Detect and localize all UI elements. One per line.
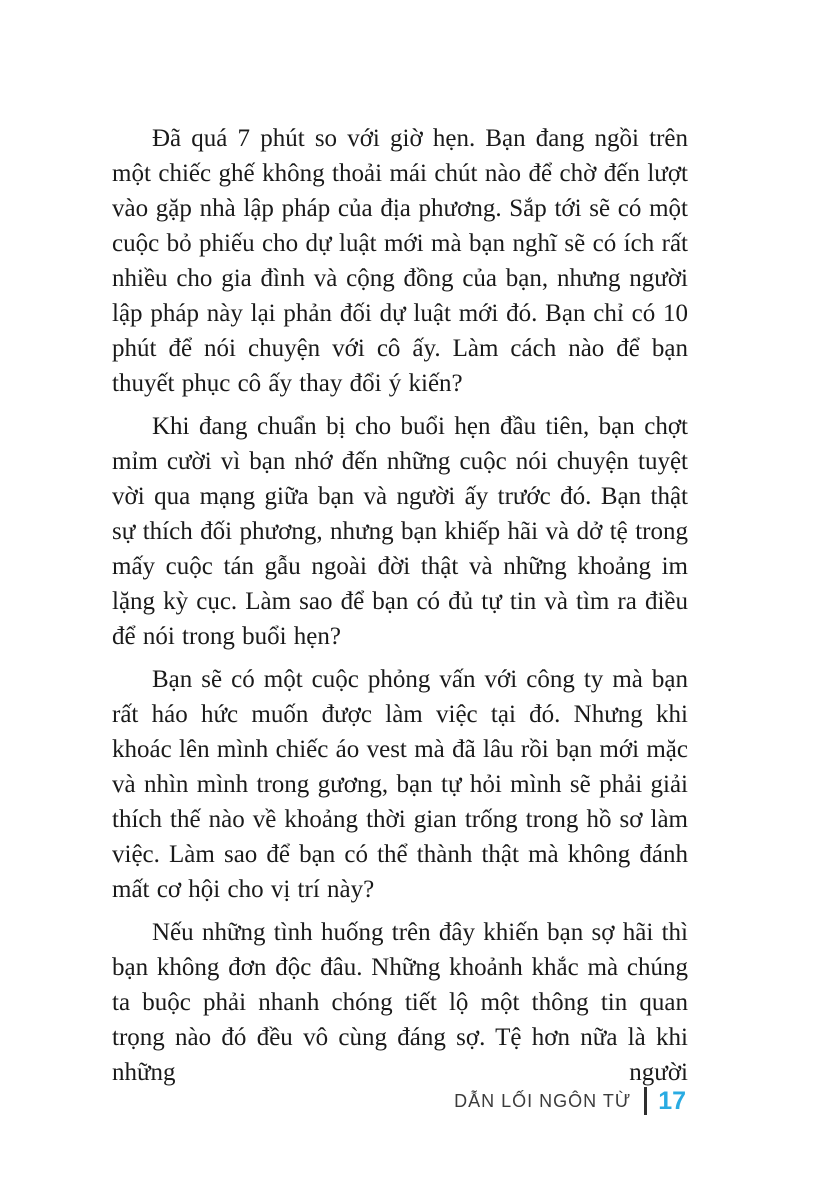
- footer-divider-bar: [644, 1087, 647, 1115]
- body-text-block: [112, 121, 688, 1098]
- page-number: 17: [658, 1086, 686, 1115]
- paragraph-1: Đã quá 7 phút so với giờ hẹn. Bạn đang ngồi trên một chiếc ghế không thoải mái chút nào để chờ đến lượt vào gặp nhà lập pháp của địa phương. Sắp tới sẽ có một cuộc bỏ phiếu cho dự luật mới mà bạn nghĩ sẽ có ích rất nhiều cho gia đình và cộng đồng của bạn, nhưng người lập pháp này lại phản đối dự luật mới đó. Bạn chỉ có 10 phút để nói chuyện với cô ấy. Làm cách nào để bạn thuyết phục cô ấy thay đổi ý kiến?: [112, 125, 688, 397]
- page-footer: [454, 1086, 686, 1116]
- running-footer-book-title: DẪN LỐI NGÔN TỪ: [454, 1090, 632, 1111]
- paragraph-2: Khi đang chuẩn bị cho buổi hẹn đầu tiên, bạn chợt mỉm cười vì bạn nhớ đến những cuộc nói chuyện tuyệt vời qua mạng giữa bạn và người ấy trước đó. Bạn thật sự thích đối phương, nhưng bạn khiếp hãi và dở tệ trong mấy cuộc tán gẫu ngoài đời thật và những khoảng im lặng kỳ cục. Làm sao để bạn có đủ tự tin và tìm ra điều để nói trong buổi hẹn?: [112, 413, 688, 650]
- paragraph-4: Nếu những tình huống trên đây khiến bạn sợ hãi thì bạn không đơn độc đâu. Những khoảnh khắc mà chúng ta buộc phải nhanh chóng tiết lộ một thông tin quan trọng nào đó đều vô cùng đáng sợ. Tệ hơn nữa là khi những người: [112, 919, 688, 1086]
- paragraph-3: Bạn sẽ có một cuộc phỏng vấn với công ty mà bạn rất háo hức muốn được làm việc tại đó. Nhưng khi khoác lên mình chiếc áo vest mà đã lâu rồi bạn mới mặc và nhìn mình trong gương, bạn tự hỏi mình sẽ phải giải thích thế nào về khoảng thời gian trống trong hồ sơ làm việc. Làm sao để bạn có thể thành thật mà không đánh mất cơ hội cho vị trí này?: [112, 666, 688, 903]
